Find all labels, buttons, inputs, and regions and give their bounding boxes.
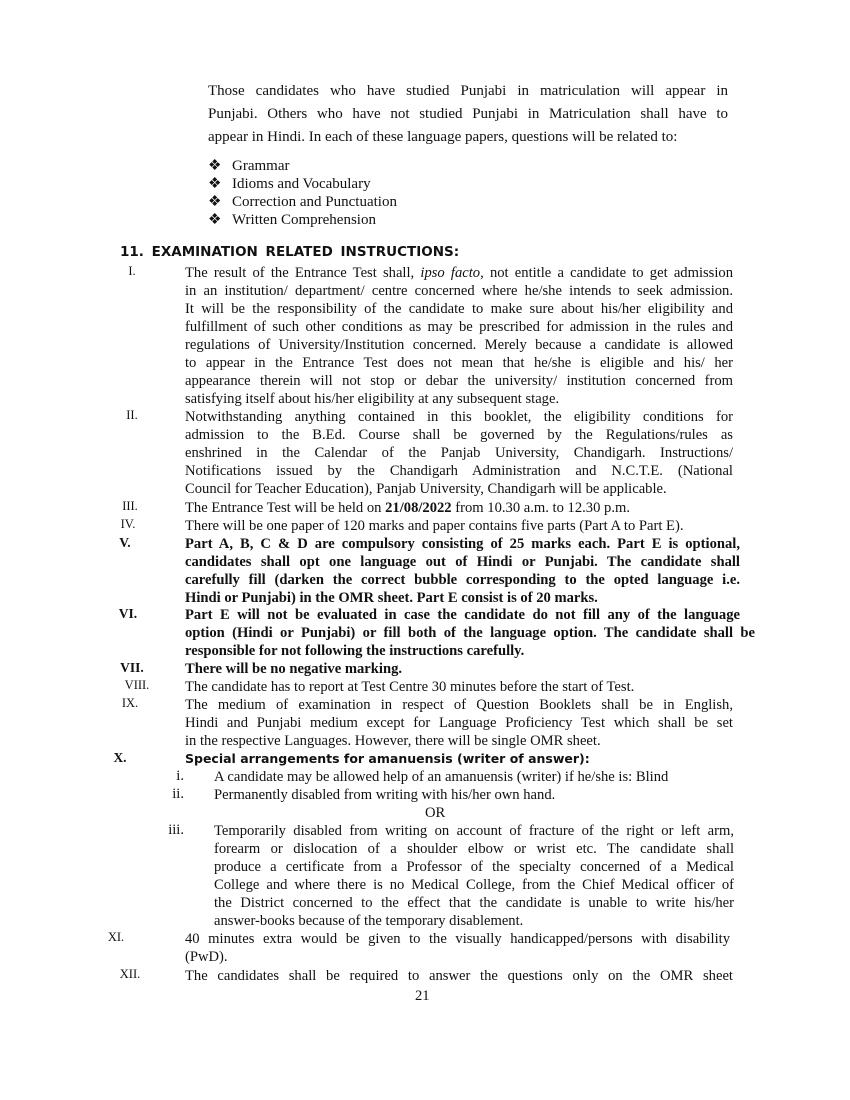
item-number: IX. <box>121 696 139 710</box>
sub-item-i: A candidate may be allowed help of an amanuensis (writer) if he/she is: Blind <box>214 769 669 785</box>
diamond-bullet-icon: ❖ <box>208 176 222 192</box>
item-number: VII. <box>120 660 144 675</box>
sub-item-number: iii. <box>168 822 184 838</box>
instruction-item-iv: There will be one paper of 120 marks and paper contains five parts (Part A to Part E). <box>185 518 684 534</box>
sub-item-ii: Permanently disabled from writing with his/her own hand. <box>214 787 556 803</box>
section-heading: 11. EXAMINATION RELATED INSTRUCTIONS: <box>120 244 460 260</box>
diamond-bullet-icon: ❖ <box>208 194 222 210</box>
intro-line: Punjabi. Others who have not studied Punjabi in Matriculation shall have to <box>208 106 728 122</box>
intro-paragraph <box>208 80 728 149</box>
instruction-item-xii: The candidates shall be required to answer the questions only on the OMR sheet <box>185 968 733 984</box>
instruction-item-vi: Part E will not be evaluated in case the candidate do not fill any of the language option (Hindi or Punjabi) or fill both of the language option. The candidate shall be responsible for not following the instructions carefully. <box>185 607 755 659</box>
item-number: XII. <box>119 967 141 981</box>
diamond-bullet-icon: ❖ <box>208 158 222 174</box>
sub-item-number: i. <box>176 768 184 784</box>
list-item: ❖ Written Comprehension <box>208 212 376 228</box>
sub-item-iii: Temporarily disabled from writing on account of fracture of the right or left arm, forearm or dislocation of a shoulder elbow or wrist etc. The candidate shall produce a certificate from a Professor of the specialty concerned of a Medical College and where there is no Medical College, from the Chief Medical officer of the District concerned to the effect that the candidate is unable to write his/her answer-books because of the temporary disablement. <box>214 823 734 929</box>
item-number: V. <box>119 535 131 550</box>
list-item: ❖ Correction and Punctuation <box>208 194 397 210</box>
item-number: II. <box>126 408 138 422</box>
instruction-item-viii: The candidate has to report at Test Centre 30 minutes before the start of Test. <box>185 679 635 695</box>
instruction-item-x-heading: Special arrangements for amanuensis (writer of answer): <box>185 751 590 766</box>
language-topics-list <box>208 157 397 229</box>
or-separator: OR <box>425 805 446 821</box>
item-number: X. <box>113 750 127 765</box>
instruction-item-ii: Notwithstanding anything contained in this booklet, the eligibility conditions for admission to the B.Ed. Course shall be governed by the Regulations/rules as enshrined in the Calendar of the Panjab University, Chandigarh. Instructions/ Notifications issued by the Chandigarh Administration and N.C.T.E. (National Council for Teacher Education), Panjab University, Chandigarh will be applicable. <box>185 409 733 497</box>
page-number: 21 <box>415 988 430 1004</box>
item-number: I. <box>128 264 136 278</box>
instruction-item-iii: The Entrance Test will be held on 21/08/2022 from 10.30 a.m. to 12.30 p.m. <box>185 500 630 516</box>
instruction-item-v: Part A, B, C & D are compulsory consisting of 25 marks each. Part E is optional, candidates shall opt one language out of Hindi or Punjabi. The candidate shall carefully fill (darken the correct bubble corresponding to the opted language i.e. Hindi or Punjabi) in the OMR sheet. Part E consist is of 20 marks. <box>185 536 740 606</box>
item-number: IV. <box>120 517 136 531</box>
intro-line: Those candidates who have studied Punjabi in matriculation will appear in <box>208 83 728 99</box>
list-item: ❖ Grammar <box>208 158 290 174</box>
instruction-item-i: The result of the Entrance Test shall, ipso facto, not entitle a candidate to get admission in an institution/ department/ centre concerned where he/she intends to seek admission. It will be the responsibility of the candidate to make sure about his/her eligibility and fulfillment of such other conditions as may be prescribed for admission in the rules and regulations of University/Institution concerned. Merely because a candidate is allowed to appear in the Entrance Test does not mean that he/she is eligible and his/ her appearance therein will not stop or debar the university/ institution concerned from satisfying itself about his/her eligibility at any subsequent stage. <box>185 265 734 407</box>
item-number: VIII. <box>124 678 150 692</box>
exam-date: 21/08/2022 <box>385 500 452 516</box>
diamond-bullet-icon: ❖ <box>208 212 222 228</box>
item-number: XI. <box>107 930 125 944</box>
instruction-item-vii: There will be no negative marking. <box>185 661 403 677</box>
sub-item-number: ii. <box>172 786 184 802</box>
instruction-item-ix: The medium of examination in respect of Question Booklets shall be in English, Hindi and Punjabi medium except for Language Proficiency Test which shall be set in the respective Languages. However, there will be single OMR sheet. <box>185 697 733 749</box>
item-number: III. <box>122 499 138 513</box>
instruction-item-xi: 40 minutes extra would be given to the visually handicapped/persons with disability (PwD). <box>185 931 730 965</box>
list-item: ❖ Idioms and Vocabulary <box>208 176 371 192</box>
item-number: VI. <box>118 606 138 621</box>
intro-line: appear in Hindi. In each of these language papers, questions will be related to: <box>208 129 678 145</box>
